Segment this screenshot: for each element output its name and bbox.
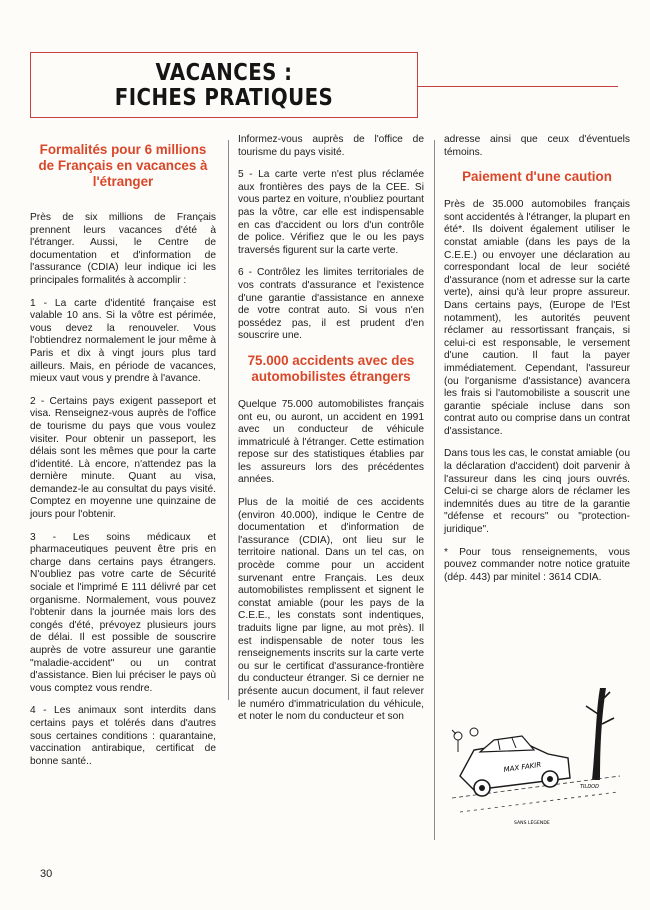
column-divider xyxy=(434,140,435,840)
paragraph: 3 - Les soins médicaux et pharmaceutiques peuvent être pris en charge dans certains pays étrangers. N'oubliez pas votre carte de Sécurité sociale et l'imprimé E 111 délivré par cet organisme. Normalement, vous pouvez l'obtenir dans la journée mais lors des congés d'été, prévoyez plusieurs jours de délai. Il est possible de souscrire auprès de votre assureur une garantie "maladie-accident" ou un contrat d'assistance. Bien lui préciser le pays où vous comptez vous rendre. xyxy=(30,531,216,694)
paragraph: Informez-vous auprès de l'office de tourisme du pays visité. xyxy=(238,134,424,158)
paragraph: Près de six millions de Français prennent leurs vacances d'été à l'étranger. Aussi, le Centre de documentation et d'information de l'assurance (CDIA) leur indique ici les principales formalités à accomplir : xyxy=(30,212,216,286)
column-3 xyxy=(444,134,630,594)
footnote: * Pour tous renseignements, vous pouvez commander notre notice gratuite (dép. 443) par minitel : 3614 CDIA. xyxy=(444,546,630,583)
title-rule xyxy=(418,86,618,87)
paragraph: Près de 35.000 automobiles français sont accidentés à l'étranger, la plupart en été*. Ils doivent également utiliser le constat amiable (dans les pays de la C.E.E.) ou envoyer une déclaration au correspondant local de leur société d'assurance (nom et adresse sur la carte verte), ainsi qu'à leur propre assureur. Dans certains pays, (Europe de l'Est notamment), les autorités peuvent réclamer au ressortissant français, si celui-ci est responsable, le versement d'une caution. Il faut la payer immédiatement. Cependant, l'assureur (ou l'organisme d'assistance) avancera les frais si l'automobiliste a souscrit une garantie spéciale incluse dans son contrat auto ou comprise dans un contrat d'assistance. xyxy=(444,199,630,437)
paragraph: 5 - La carte verte n'est plus réclamée aux frontières des pays de la CEE. Si vous partez en voiture, n'oubliez pourtant pas la vôtre, car elle est indispensable en cas d'accident ou lors d'un contrôle de police. Vérifiez que le ou les pays traversés figurent sur la carte verte. xyxy=(238,169,425,256)
section-heading-accidents: 75.000 accidents avec des automobilistes étrangers xyxy=(247,352,415,384)
paragraph: 2 - Certains pays exigent passeport et visa. Renseignez-vous auprès de l'office de tourisme du pays que vous voulez visiter. Pour obtenir un passeport, les délais sont les mêmes que pour la carte d'identité. Là encore, n'attendez pas la dernière minute. Quant au visa, demandez-le au consultat du pays visité. Comptez en moyenne une quinzaine de jours pour l'obtenir. xyxy=(30,395,216,521)
section-heading-caution: Paiement d'une caution xyxy=(462,169,612,185)
paragraph: 6 - Contrôlez les limites territoriales de vos contrats d'assurance et l'existence d'une garantie d'assistance en annexe de votre contrat auto. Si vous n'en possédez pas, il est prudent d'en souscrire une. xyxy=(238,267,424,342)
paragraph: Dans tous les cas, le constat amiable (ou la déclaration d'accident) doit parvenir à l'assureur dans les cinq jours ouvrés. Celui-ci se charge alors de réclamer les indemnités dues au titre de la garantie "défense et recours" ou "protection-juridique". xyxy=(444,448,630,536)
title-box xyxy=(30,52,418,118)
paragraph: 4 - Les animaux sont interdits dans certains pays et tolérés dans d'autres sous certaines conditions : quarantaine, vaccination antirabique, certificat de bonne santé.. xyxy=(30,705,216,767)
cartoon-car-illustration xyxy=(450,680,622,830)
page-title-line2: FICHES PRATIQUES xyxy=(114,85,334,111)
paragraph: adresse ainsi que ceux d'éventuels témoins. xyxy=(444,134,630,158)
page-number: 30 xyxy=(40,868,53,880)
cartoon-caption: SANS LÉGENDE xyxy=(514,821,550,826)
cartoon-signature: TILDOD xyxy=(580,784,599,790)
paragraph: Plus de la moitié de ces accidents (environ 40.000), indique le Centre de documentation et d'information de l'assurance (CDIA), ont lieu sur le territoire national. Dans un tel cas, on procède comme pour un accident survenant entre Français. Les deux automobilistes remplissent et signent le constat amiable (pour les pays de la C.E.E., les constats sont indentiques, traduits ligne par ligne, au mot près). Il est indispensable de noter tous les renseignements inscrits sur la carte verte ou sur le certificat d'assurance-frontière du conducteur étranger. Si ce dernier ne présente aucun document, il faut relever le numéro d'immatriculation du véhicule, et noter le nom du conducteur et son xyxy=(238,497,424,723)
column-2 xyxy=(238,134,424,734)
paragraph: Quelque 75.000 automobilistes français ont eu, ou auront, un accident en 1991 avec un conducteur de véhicule immatriculé à l'étranger. Cette estimation repose sur des statistiques établies par les assureurs lors des précédentes années. xyxy=(238,398,424,486)
column-divider xyxy=(228,140,229,700)
car-text: MAX FAKIR xyxy=(503,760,542,774)
page-title xyxy=(58,53,390,111)
paragraph: 1 - La carte d'identité française est valable 10 ans. Si la vôtre est périmée, vous devez la renouveler. Vous l'obtiendrez normalement le jour même à Paris et dix à vingt jours plus tard ailleurs. Mais, en période de vacances, mieux vaut vous y prendre à l'avance. xyxy=(30,297,216,385)
section-heading-formalites: Formalités pour 6 millions de Français en vacances à l'étranger xyxy=(38,142,208,189)
column-1 xyxy=(30,134,216,778)
page-title-line1: VACANCES : xyxy=(155,60,293,86)
